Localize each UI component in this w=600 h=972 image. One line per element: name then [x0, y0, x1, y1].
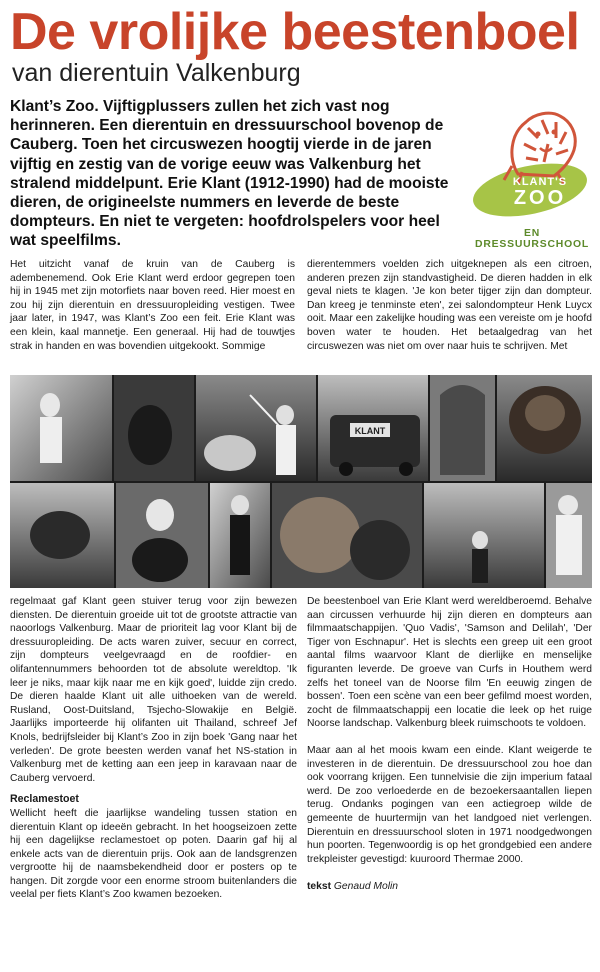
column-4 [307, 595, 592, 894]
section-heading-reclamestoet: Reclamestoet [10, 793, 79, 806]
column-4-paragraph-1: De beestenboel van Erie Klant werd wereldberoemd. Behalve aan circussen verhuurde hij zijn dieren en dompteurs aan filmmaatschappijen. 'Quo Vadis', 'Samson and Delilah', 'Der Tiger von Eschnapur'. Het is slechts een greep uit een groot aantal films waarvoor Klant de dierlijke en menselijke figuranten leverde. De groeve van Curfs in Houthem werd zelfs het toneel van de Noorse film 'En eeuwig zingen de bossen'. Toen een scène van een beer gefilmd moest worden, zocht de filmmaatschappij een locatie die leek op het ruige Noorse landschap. Valkenburg bleek ruimschoots te voldoen. [307, 596, 592, 730]
logo-name [500, 176, 580, 208]
car-sign-text: KLANT [354, 426, 386, 436]
author-credit [307, 880, 592, 894]
historic-photo-collage [10, 375, 592, 588]
column-2-text: dierentemmers voelden zich uitgeknepen als een citroen, anderen prezen zijn standvastigheid. De dieren hadden in elk geval niets te klagen. 'Je kon beter tijger zijn dan dompteur. Dan kreeg je tenminste eten', zei salondompteur Henk Luycx ooit. Maar een zakelijke houding was een vereiste om je hoofd boven water te houden. Het betaalgedrag van het circuswezen was niet om over naar huis te schrijven. Met [307, 259, 592, 352]
intro-lead [10, 97, 462, 251]
credit-label: tekst [307, 881, 332, 893]
logo-name-bottom: ZOO [513, 187, 567, 209]
column-4-paragraph-2: Maar aan al het moois kwam een einde. Klant weigerde te investeren in de dierentuin. De dressuurschool zou hoe dan ook voorrang krijgen. Een tunnelvisie die zijn imperium fataal werd. De zoo verloederde en de bezoekersaantallen liepen terug. Ondanks pogingen van een actiegroep wilde de gemeente de huurtermijn van het landgoed niet verlengen. Dierentuin en dressuurschool sloten in 1971 noodgedwongen hun poorten. Tegenwoordig is op het grondgebied een andere trekpleister gevestigd: kuuroord Thermae 2000. [307, 744, 592, 865]
logo-school-label: EN DRESSUURSCHOOL [475, 228, 589, 250]
column-1 [10, 258, 295, 353]
article-title: De vrolijke beestenboel [10, 3, 580, 61]
tiger-icon [498, 104, 584, 184]
credit-name: Genaud Molin [333, 881, 399, 893]
logo-name-top: KLANT'S [512, 176, 568, 188]
column-3-paragraph-1: regelmaat gaf Klant geen stuiver terug voor zijn bewezen diensten. De dierentuin groeide uit tot de grootste attractie van naoorlogs Valkenburg. Maar de prioriteit lag voor Klant bij de dressuuropleiding. De acts waren zuiver, secuur en correct, zijn dompteurs veelgevraagd en de roofdier- en olifantennummers behoorden tot de absolute wereldtop. 'Ik leer je niks, maar kijk naar me en kijk goed', luidde zijn credo. De dieren haalde Klant uit alle uithoeken van de wereld. Rusland, Oost-Duitsland, Tsjecho-Slowakije en België. Jaarlijks importeerde hij olifanten uit Thailand, schreef Jef Knols, bedrijfsleider bij Klant’s Zoo in zijn boek 'Gang naar het verleden'. De grote beesten werden vanaf het NS-station in Valkenburg met de ketting aan een jeep in karavaan naar de Cauberg vervoerd. [10, 596, 297, 784]
article-subtitle: van dierentuin Valkenburg [12, 59, 301, 87]
column-3 [10, 595, 297, 902]
klants-zoo-logo [470, 100, 592, 250]
intro-text: Klant’s Zoo. Vijftigplussers zullen het zich vast nog herinneren. Een dierentuin en dressuurschool bovenop de Cauberg. Toen het circuswezen hoogtij vierde in de jaren vijftig en zestig van de vorige eeuw was Valkenburg het stralend middelpunt. Erie Klant (1912-1990) had de mooiste dieren, de origineelste nummers en leverde de beste dompteurs. En niet te vergeten: hoofdrolspelers voor heel wat speelfilms. [10, 98, 449, 250]
column-2 [307, 258, 592, 353]
photo-collage-image [10, 375, 592, 588]
column-3-paragraph-2: Wellicht heeft die jaarlijkse wandeling tussen station en dierentuin Klant op ideeën gebracht. In het hoogseizoen zette hij een dagelijkse reclamestoet op poten. Daarin gaf hij al enkele acts van de dierentuin prijs. Ook aan de landsgrenzen vergrootte hij de naamsbekendheid door er posters op te hangen. Dit zorgde voor een enorme stroom buitenlanders die veelal per fiets Klant’s Zoo kwamen bezoeken. [10, 807, 297, 901]
column-1-text: Het uitzicht vanaf de kruin van de Cauberg is adembenemend. Ook Erie Klant werd erdoor gegrepen toen hij in 1945 met zijn motorfiets naar boven reed. Hier moest en zou hij zijn dierentuin en dressuuropleiding vestigen. Twee jaar later, in 1947, was Klant’s Zoo een feit. Erie Klant was een klein, kaal mannetje. Een generaal. Hij had de touwtjes strak in handen en was bovendien uitgekookt. Sommige [10, 259, 295, 352]
